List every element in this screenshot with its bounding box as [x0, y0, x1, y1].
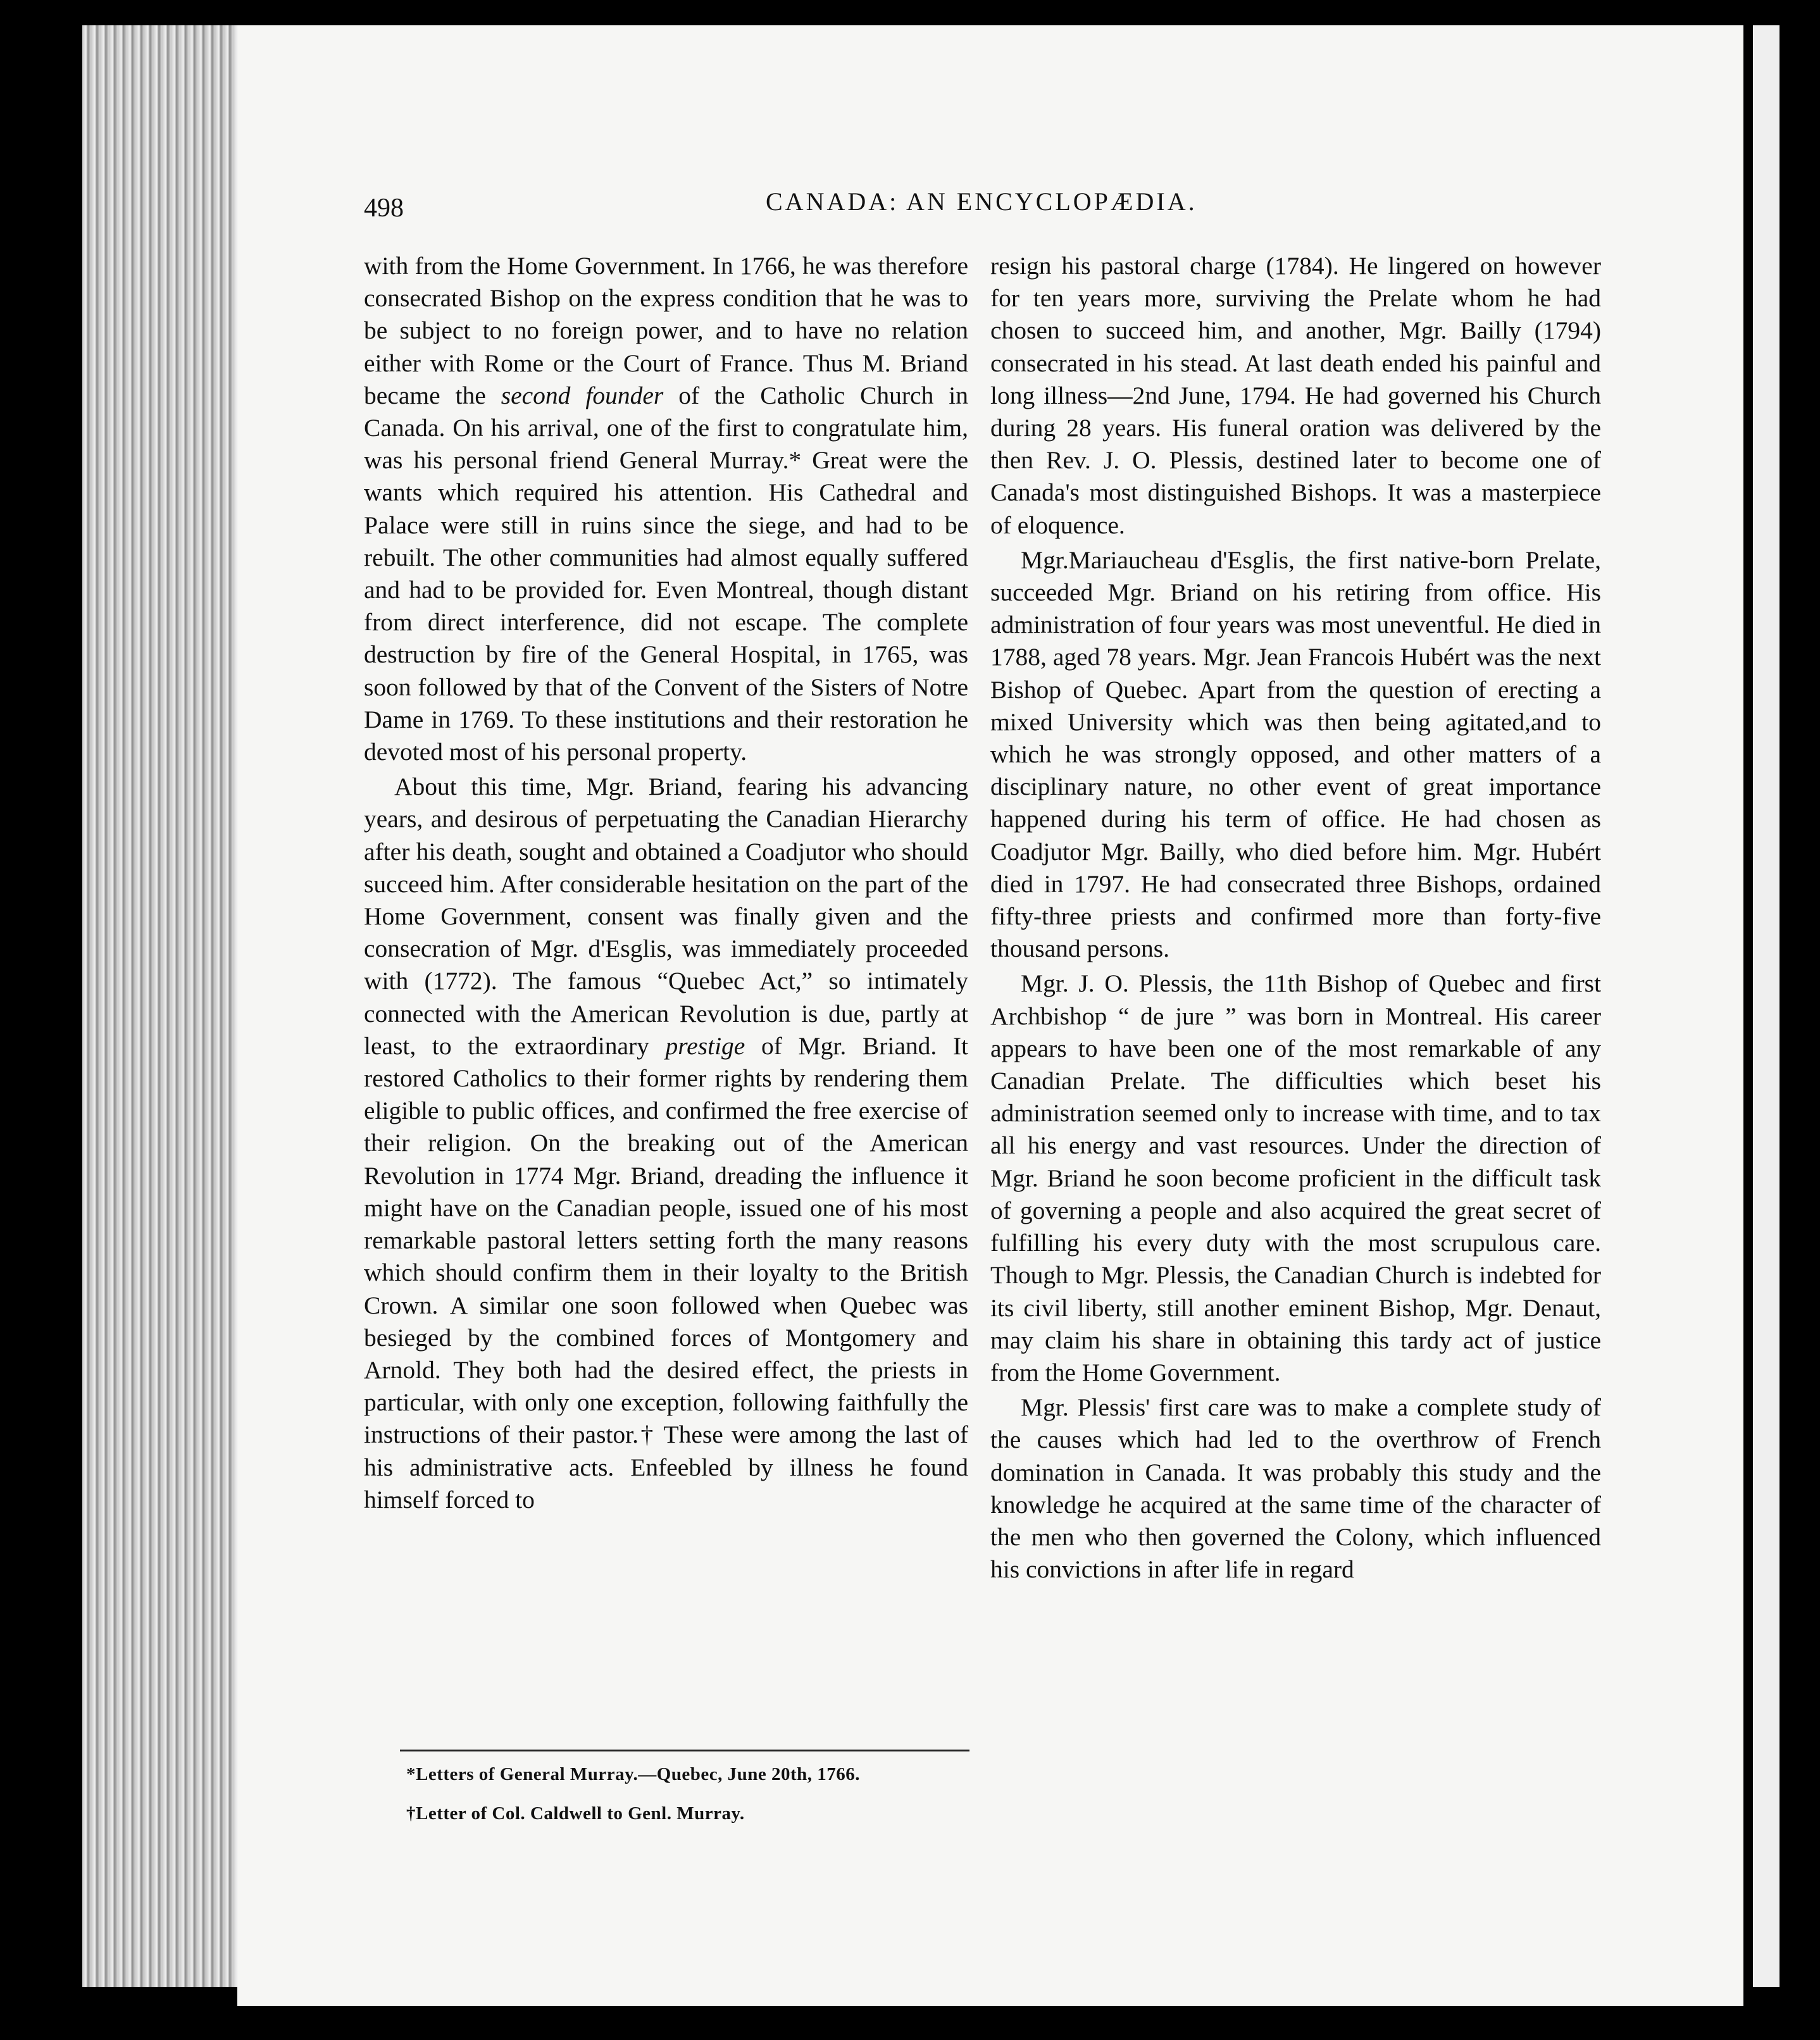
right-paragraph-4: Mgr. Plessis' first care was to make a complete study of the causes which had led to the overthrow of French domination in Canada. It was probably this study and the knowledge he acquired at the same time of the character of the men who then governed the Colony, which influenced his convictions in after life in regard [990, 1393, 1601, 1584]
book-page-edges [82, 25, 240, 1987]
left-paragraph-1 [364, 250, 968, 768]
left-p1-italic: second founder [501, 381, 664, 409]
left-column [364, 250, 968, 1516]
footnote-1: *Letters of General Murray.—Quebec, June 20th, 1766. [406, 1764, 861, 1784]
left-p2-text-a: About this time, Mgr. Briand, fearing his advancing years, and desirous of perpetuating the Canadian Hierarchy after his death, sought and obtained a Coadjutor who should succeed him. After considerable hesitation on the part of the Home Government, consent was finally given and the consecration of Mgr. d'Esglis, was immediately proceeded with (1772). The famous “Quebec Act,” so intimately connected with the American Revolution is due, partly at least, to the extraordinary [364, 773, 968, 1060]
left-paragraph-2 [364, 771, 968, 1516]
running-head: CANADA: AN ENCYCLOPÆDIA. [766, 187, 1197, 216]
right-paragraph-2: Mgr.Mariaucheau d'Esglis, the first native-born Prelate, succeeded Mgr. Briand on his retiring from office. His administration of four years was most uneventful. He died in 1788, aged 78 years. Mgr. Jean Francois Hubért was the next Bishop of Quebec. Apart from the question of erecting a mixed University which was then being agitated,and to which he was strongly opposed, and other matters of a disciplinary nature, no other event of great importance happened during his term of office. He had chosen as Coadjutor Mgr. Bailly, who died before him. Mgr. Hubért died in 1797. He had consecrated three Bishops, ordained fifty-three priests and confirmed more than forty-five thousand persons. [990, 545, 1601, 963]
footnote-rule [400, 1750, 969, 1751]
left-p2-italic: prestige [665, 1031, 745, 1060]
footnote-2: †Letter of Col. Caldwell to Genl. Murray. [406, 1803, 745, 1824]
right-paragraph-3: Mgr. J. O. Plessis, the 11th Bishop of Quebec and first Archbishop “ de jure ” was born in Montreal. His career appears to have been one of the most remarkable of any Canadian Prelate. The difficulties which beset his administration seemed only to increase with time, and to tax all his energy and vast resources. Under the direction of Mgr. Briand he soon become proficient in the difficult task of governing a people and also acquired the great secret of fulfilling his every duty with the most scrupulous care. Though to Mgr. Plessis, the Canadian Church is indebted for its civil liberty, still another eminent Bishop, Mgr. Denaut, may claim his share in obtaining this tardy act of justice from the Home Government. [990, 969, 1601, 1386]
left-p1-text-b: of the Catholic Church in Canada. On his arrival, one of the first to congratulate him, was his personal friend General Murray.* Great were the wants which required his attention. His Cathedral and Palace were still in ruins since the siege, and had to be rebuilt. The other communities had almost equally suffered and had to be provided for. Even Montreal, though distant from direct interference, did not escape. The complete destruction by fire of the General Hospital, in 1765, was soon followed by that of the Convent of the Sisters of Notre Dame in 1769. To these institutions and their restoration he devoted most of his personal property. [364, 381, 968, 766]
right-column [990, 250, 1601, 1586]
facing-page-edge [1753, 25, 1779, 1987]
page-number: 498 [364, 194, 404, 223]
right-paragraph-1: resign his pastoral charge (1784). He lingered on however for ten years more, surviving the Prelate whom he had chosen to succeed him, and another, Mgr. Bailly (1794) consecrated in his stead. At last death ended his painful and long illness—2nd June, 1794. He had governed his Church during 28 years. His funeral oration was delivered by the then Rev. J. O. Plessis, destined later to become one of Canada's most distinguished Bishops. It was a masterpiece of eloquence. [990, 252, 1601, 539]
left-p2-text-b: of Mgr. Briand. It restored Catholics to their former rights by rendering them eligible to public offices, and confirmed the free exercise of their religion. On the breaking out of the American Revolution in 1774 Mgr. Briand, dreading the influence it might have on the Canadian people, issued one of his most remarkable pastoral letters setting forth the many reasons which should confirm them in their loyalty to the British Crown. A similar one soon followed when Quebec was besieged by the combined forces of Montgomery and Arnold. They both had the desired effect, the priests in particular, with only one exception, following faithfully the instructions of their pastor.† These were among the last of his administrative acts. Enfeebled by illness he found himself forced to [364, 1031, 968, 1514]
left-p1-text-a: with from the Home Government. In 1766, he was therefore consecrated Bishop on the express condition that he was to be subject to no foreign power, and to have no relation either with Rome or the Court of France. Thus M. Briand became the [364, 252, 968, 409]
